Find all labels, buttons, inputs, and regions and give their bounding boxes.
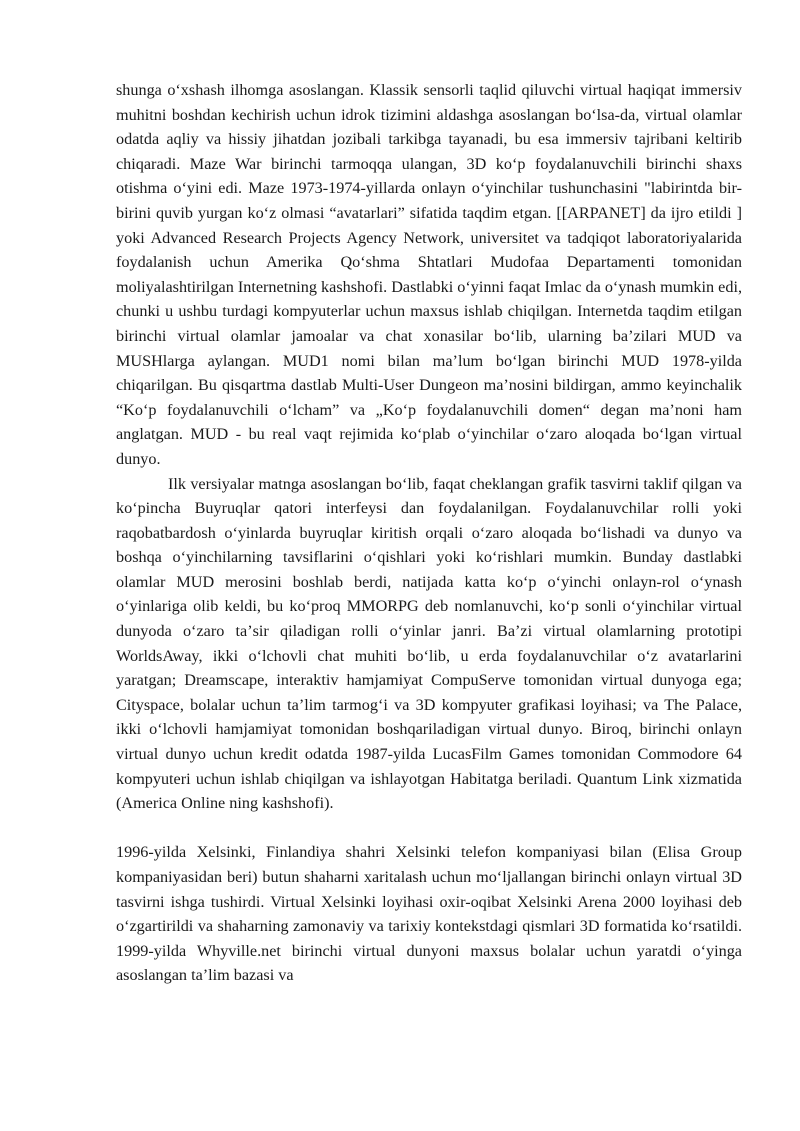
paragraph-1: shunga oʻxshash ilhomga asoslangan. Klassik sensorli taqlid qiluvchi virtual haqiqat immersiv muhitni boshdan kechirish uchun idrok tizimini aldashga asoslangan boʻlsa-da, virtual olamlar odatda aqliy va hissiy jihatdan jozibali tarkibga tayanadi, bu esa immersiv tajribani keltirib chiqaradi. Maze War birinchi tarmoqqa ulangan, 3D koʻp foydalanuvchili birinchi shaxs otishma oʻyini edi. Maze 1973-1974-yillarda onlayn oʻyinchilar tushunchasini "labirintda bir-birini quvib yurgan koʻz olmasi “avatarlari” sifatida taqdim etgan. [[ARPANET] da ijro etildi ] yoki Advanced Research Projects Agency Network, universitet va tadqiqot laboratoriyalarida foydalanish uchun Amerika Qoʻshma Shtatlari Mudofaa Departamenti tomonidan moliyalashtirilgan Internetning kashshofi. Dastlabki oʻyinni faqat Imlac da oʻynash mumkin edi, chunki u ushbu turdagi kompyuterlar uchun maxsus ishlab chiqilgan. Internetda taqdim etilgan birinchi virtual olamlar jamoalar va chat xonasilar boʻlib, ularning baʼzilari MUD va MUSHlarga aylangan. MUD1 nomi bilan maʼlum boʻlgan birinchi MUD 1978-yilda chiqarilgan. Bu qisqartma dastlab Multi-User Dungeon maʼnosini bildirgan, ammo keyinchalik “Koʻp foydalanuvchili oʻlcham” va „Koʻp foydalanuvchili domen“ degan maʼnoni ham anglatgan. MUD - bu real vaqt rejimida koʻplab oʻyinchilar oʻzaro aloqada boʻlgan virtual dunyo. [116, 81, 742, 468]
paragraph-2: Ilk versiyalar matnga asoslangan boʻlib, faqat cheklangan grafik tasvirni taklif qilgan va koʻpincha Buyruqlar qatori interfeysi dan foydalanilgan. Foydalanuvchilar rolli yoki raqobatbardosh oʻyinlarda buyruqlar kiritish orqali oʻzaro aloqada boʻlishadi va dunyo va boshqa oʻyinchilarning tavsiflarini oʻqishlari yoki koʻrishlari mumkin. Bunday dastlabki olamlar MUD merosini boshlab berdi, natijada katta koʻp oʻyinchi onlayn-rol oʻynash oʻyinlariga olib keldi, bu koʻproq MMORPG deb nomlanuvchi, koʻp sonli oʻyinchilar virtual dunyoda oʻzaro taʼsir qiladigan rolli oʻyinlar janri. Baʼzi virtual olamlarning prototipi WorldsAway, ikki oʻlchovli chat muhiti boʻlib, u erda foydalanuvchilar oʻz avatarlarini yaratgan; Dreamscape, interaktiv hamjamiyat CompuServe tomonidan virtual dunyoga ega; Cityspace, bolalar uchun taʼlim tarmogʻi va 3D kompyuter grafikasi loyihasi; va The Palace, ikki oʻlchovli hamjamiyat tomonidan boshqariladigan virtual dunyo. Biroq, birinchi onlayn virtual dunyo uchun kredit odatda 1987-yilda LucasFilm Games tomonidan Commodore 64 kompyuteri uchun ishlab chiqilgan va ishlayotgan Habitatga beriladi. Quantum Link xizmatida (America Online ning kashshofi). [116, 474, 742, 813]
document-page [116, 78, 742, 988]
paragraph-3: 1996-yilda Xelsinki, Finlandiya shahri Xelsinki telefon kompaniyasi bilan (Elisa Group kompaniyasidan beri) butun shaharni xaritalash uchun moʻljallangan birinchi onlayn virtual 3D tasvirni ishga tushirdi. Virtual Xelsinki loyihasi oxir-oqibat Xelsinki Arena 2000 loyihasi deb oʻzgartirildi va shaharning zamonaviy va tarixiy kontekstdagi qismlari 3D formatida koʻrsatildi. 1999-yilda Whyville.net birinchi virtual dunyoni maxsus bolalar uchun yaratdi oʻyinga asoslangan taʼlim bazasi va [116, 843, 742, 985]
